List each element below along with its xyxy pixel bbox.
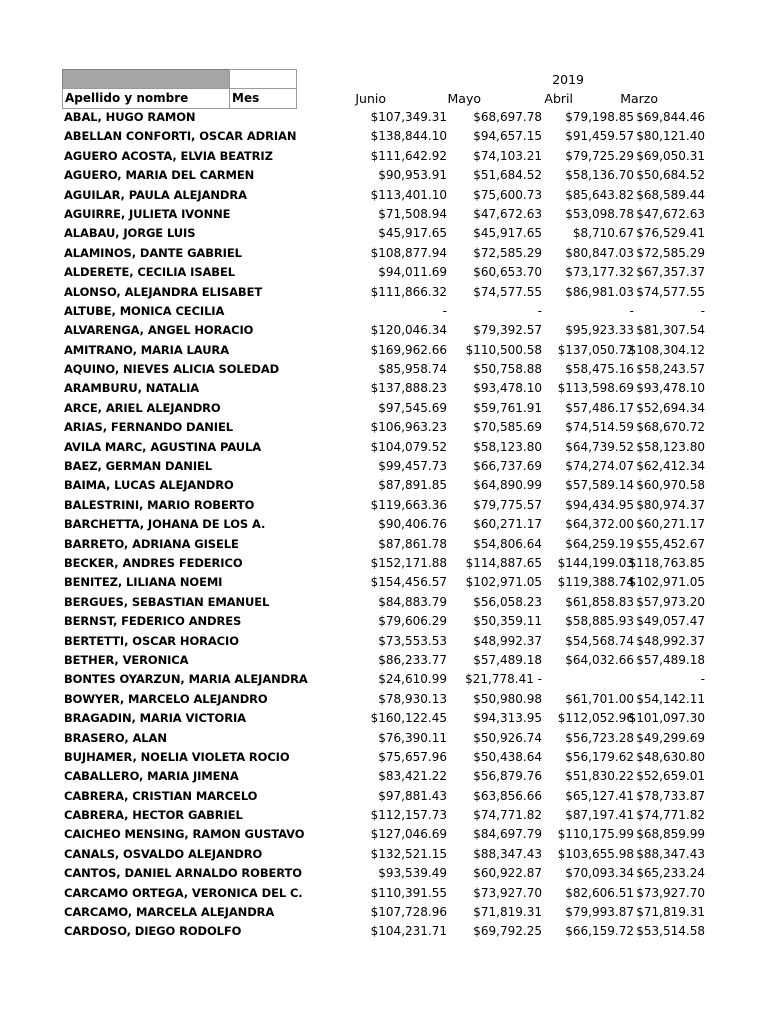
cell-marzo[interactable]: $58,123.80 — [636, 439, 705, 454]
table-row — [62, 884, 705, 903]
cell-name[interactable]: CARDOSO, DIEGO RODOLFO — [64, 924, 242, 939]
cell-name[interactable]: BRAGADIN, MARIA VICTORIA — [64, 711, 246, 726]
cell-marzo[interactable]: $68,589.44 — [636, 187, 705, 202]
cell-name[interactable]: ALTUBE, MONICA CECILIA — [64, 303, 225, 318]
cell-abril[interactable]: $95,923.33 — [565, 323, 634, 338]
cell-junio[interactable]: $107,728.96 — [370, 905, 447, 920]
cell-abril[interactable]: $56,723.28 — [565, 730, 634, 745]
column-header-junio: Junio — [355, 91, 386, 106]
cell-name[interactable]: AGUERO, MARIA DEL CARMEN — [64, 168, 255, 183]
cell-mayo[interactable]: $57,489.18 — [473, 652, 542, 667]
cell-junio[interactable]: $78,930.13 — [378, 691, 447, 706]
cell-abril[interactable]: $110,175.99 — [557, 827, 634, 842]
table-row — [62, 709, 705, 728]
cell-junio[interactable]: $93,539.49 — [378, 866, 447, 881]
cell-junio[interactable]: $112,157.73 — [370, 808, 447, 823]
table-row — [62, 767, 705, 786]
cell-name[interactable]: CARCAMO, MARCELA ALEJANDRA — [64, 905, 275, 920]
cell-mayo[interactable]: $79,775.57 — [473, 497, 542, 512]
cell-marzo[interactable]: $80,974.37 — [636, 497, 705, 512]
cell-mayo[interactable]: $45,917.65 — [473, 226, 542, 241]
cell-marzo[interactable]: $68,859.99 — [636, 827, 705, 842]
cell-name[interactable]: AMITRANO, MARIA LAURA — [64, 342, 229, 357]
cell-abril[interactable]: $85,643.82 — [565, 187, 634, 202]
cell-name[interactable]: ABELLAN CONFORTI, OSCAR ADRIAN — [64, 129, 297, 144]
cell-junio[interactable]: $160,122.45 — [370, 711, 447, 726]
cell-mayo[interactable]: $72,585.29 — [473, 245, 542, 260]
table-row — [62, 903, 705, 922]
cell-marzo[interactable]: $68,670.72 — [636, 420, 705, 435]
cell-name[interactable]: ALAMINOS, DANTE GABRIEL — [64, 245, 242, 260]
cell-name[interactable]: BERNST, FEDERICO ANDRES — [64, 614, 242, 629]
cell-marzo[interactable]: $76,529.41 — [636, 226, 705, 241]
cell-marzo[interactable]: - — [700, 303, 705, 318]
cell-name[interactable]: AVILA MARC, AGUSTINA PAULA — [64, 439, 262, 454]
cell-junio[interactable]: $111,642.92 — [370, 148, 447, 163]
cell-mayo[interactable]: $75,600.73 — [473, 187, 542, 202]
cell-junio[interactable]: $113,401.10 — [370, 187, 447, 202]
cell-name[interactable]: AGUILAR, PAULA ALEJANDRA — [64, 187, 247, 202]
cell-junio[interactable]: $24,610.99 — [378, 672, 447, 687]
cell-marzo[interactable]: $102,971.05 — [628, 575, 705, 590]
cell-abril[interactable]: $64,032.66 — [565, 652, 634, 667]
cell-junio[interactable]: $138,844.10 — [370, 129, 447, 144]
table-row — [62, 205, 705, 224]
cell-abril[interactable]: $113,598.69 — [557, 381, 634, 396]
cell-marzo[interactable]: $47,672.63 — [636, 206, 705, 221]
table-row — [62, 632, 705, 651]
cell-junio[interactable]: $76,390.11 — [378, 730, 447, 745]
table-row — [62, 845, 705, 864]
cell-name[interactable]: BERGUES, SEBASTIAN EMANUEL — [64, 594, 270, 609]
table-row — [62, 864, 705, 883]
cell-mayo[interactable]: $64,890.99 — [473, 478, 542, 493]
cell-mayo[interactable]: $60,653.70 — [473, 265, 542, 280]
cell-name[interactable]: ABAL, HUGO RAMON — [64, 110, 196, 124]
cell-abril[interactable]: $58,136.70 — [565, 168, 634, 183]
cell-marzo[interactable]: $58,243.57 — [636, 362, 705, 377]
table-row — [62, 379, 705, 398]
cell-marzo[interactable]: $65,233.24 — [636, 866, 705, 881]
cell-name[interactable]: BENITEZ, LILIANA NOEMI — [64, 575, 223, 590]
cell-marzo[interactable]: $50,684.52 — [636, 168, 705, 183]
table-row — [62, 922, 705, 941]
cell-mayo[interactable]: $69,792.25 — [473, 924, 542, 939]
cell-name[interactable]: CANALS, OSVALDO ALEJANDRO — [64, 846, 263, 861]
table-row — [62, 496, 705, 515]
cell-abril[interactable]: $82,606.51 — [565, 885, 634, 900]
cell-mayo[interactable]: $94,313.95 — [473, 711, 542, 726]
cell-junio[interactable]: $104,079.52 — [370, 439, 447, 454]
cell-junio[interactable]: $87,891.85 — [378, 478, 447, 493]
cell-marzo[interactable]: $118,763.85 — [628, 555, 705, 570]
cell-junio[interactable]: - — [442, 303, 447, 318]
cell-mayo[interactable]: $74,103.21 — [473, 148, 542, 163]
cell-junio[interactable]: $71,508.94 — [378, 206, 447, 221]
cell-abril[interactable]: - — [629, 303, 634, 318]
cell-mayo[interactable]: $74,577.55 — [473, 284, 542, 299]
table-row — [62, 418, 705, 437]
table-row — [62, 399, 705, 418]
cell-marzo[interactable]: $72,585.29 — [636, 245, 705, 260]
cell-abril[interactable]: $79,993.87 — [565, 905, 634, 920]
header-gray-cell[interactable] — [62, 69, 230, 89]
cell-abril[interactable]: $61,701.00 — [565, 691, 634, 706]
cell-mayo[interactable]: $60,271.17 — [473, 517, 542, 532]
cell-junio[interactable]: $97,545.69 — [378, 400, 447, 415]
table-row — [62, 748, 705, 767]
cell-abril[interactable]: $144,199.03 — [557, 555, 634, 570]
table-row — [62, 729, 705, 748]
table-row — [62, 515, 705, 534]
cell-marzo[interactable]: $52,694.34 — [636, 400, 705, 415]
table-row — [62, 186, 705, 205]
cell-name[interactable]: ALDERETE, CECILIA ISABEL — [64, 265, 235, 280]
cell-abril[interactable]: $70,093.34 — [565, 866, 634, 881]
cell-abril[interactable]: $74,514.59 — [565, 420, 634, 435]
cell-junio[interactable]: $137,888.23 — [370, 381, 447, 396]
cell-name[interactable]: BARCHETTA, JOHANA DE LOS A. — [64, 517, 266, 532]
table-row — [62, 341, 705, 360]
cell-abril[interactable]: $53,098.78 — [565, 206, 634, 221]
cell-abril[interactable]: $58,885.93 — [565, 614, 634, 629]
cell-junio[interactable]: $132,521.15 — [370, 846, 447, 861]
cell-mayo[interactable]: $47,672.63 — [473, 206, 542, 221]
cell-marzo[interactable]: $69,844.46 — [636, 110, 705, 124]
cell-name[interactable]: CABRERA, CRISTIAN MARCELO — [64, 788, 258, 803]
cell-name[interactable]: BAEZ, GERMAN DANIEL — [64, 459, 212, 474]
cell-junio[interactable]: $169,962.66 — [370, 342, 447, 357]
cell-marzo[interactable]: $101,097.30 — [628, 711, 705, 726]
column-header-marzo: Marzo — [620, 91, 658, 106]
table-row — [62, 535, 705, 554]
cell-junio[interactable]: $127,046.69 — [370, 827, 447, 842]
cell-junio[interactable]: $90,953.91 — [378, 168, 447, 183]
cell-name[interactable]: BUJHAMER, NOELIA VIOLETA ROCIO — [64, 749, 290, 764]
cell-abril[interactable]: $64,259.19 — [565, 536, 634, 551]
table-row — [62, 244, 705, 263]
table-row — [62, 476, 705, 495]
header-blank-cell[interactable] — [229, 69, 297, 89]
cell-junio[interactable]: $120,046.34 — [370, 323, 447, 338]
cell-junio[interactable]: $106,963.23 — [370, 420, 447, 435]
cell-mayo[interactable]: $93,478.10 — [473, 381, 542, 396]
cell-mayo[interactable]: $110,500.58 — [465, 342, 542, 357]
cell-name[interactable]: CARCAMO ORTEGA, VERONICA DEL C. — [64, 885, 303, 900]
table-row — [62, 302, 705, 321]
cell-abril[interactable]: $91,459.57 — [565, 129, 634, 144]
cell-name[interactable]: BOWYER, MARCELO ALEJANDRO — [64, 691, 268, 706]
cell-junio[interactable]: $86,233.77 — [378, 652, 447, 667]
cell-name[interactable]: ARIAS, FERNANDO DANIEL — [64, 420, 233, 435]
table-row — [62, 690, 705, 709]
table-row — [62, 360, 705, 379]
cell-marzo[interactable]: $60,970.58 — [636, 478, 705, 493]
cell-abril[interactable]: $79,725.29 — [565, 148, 634, 163]
table-body — [62, 108, 705, 942]
cell-name[interactable]: AGUIRRE, JULIETA IVONNE — [64, 206, 231, 221]
cell-marzo[interactable]: $69,050.31 — [636, 148, 705, 163]
cell-marzo[interactable]: $67,357.37 — [636, 265, 705, 280]
cell-mayo[interactable]: $114,887.65 — [465, 555, 542, 570]
cell-name[interactable]: AGUERO ACOSTA, ELVIA BEATRIZ — [64, 148, 273, 163]
cell-marzo[interactable]: $78,733.87 — [636, 788, 705, 803]
cell-marzo[interactable]: $49,299.69 — [636, 730, 705, 745]
cell-name[interactable]: CANTOS, DANIEL ARNALDO ROBERTO — [64, 866, 302, 881]
table-row — [62, 166, 705, 185]
cell-marzo[interactable]: $71,819.31 — [636, 905, 705, 920]
cell-marzo[interactable]: $73,927.70 — [636, 885, 705, 900]
cell-name[interactable]: CAICHEO MENSING, RAMON GUSTAVO — [64, 827, 305, 842]
table-row — [62, 147, 705, 166]
cell-abril[interactable]: $103,655.98 — [557, 846, 634, 861]
cell-abril[interactable]: $87,197.41 — [565, 808, 634, 823]
cell-name[interactable]: BETHER, VERONICA — [64, 652, 189, 667]
cell-marzo[interactable]: $48,992.37 — [636, 633, 705, 648]
cell-mayo[interactable]: $56,058.23 — [473, 594, 542, 609]
cell-junio[interactable]: $108,877.94 — [370, 245, 447, 260]
cell-mayo[interactable]: $50,980.98 — [473, 691, 542, 706]
cell-name[interactable]: CABALLERO, MARIA JIMENA — [64, 769, 239, 784]
cell-name[interactable]: ARCE, ARIEL ALEJANDRO — [64, 400, 221, 415]
cell-marzo[interactable]: $60,271.17 — [636, 517, 705, 532]
cell-junio[interactable]: $75,657.96 — [378, 749, 447, 764]
table-row — [62, 457, 705, 476]
cell-abril[interactable]: $56,179.62 — [565, 749, 634, 764]
cell-abril[interactable]: $66,159.72 — [565, 924, 634, 939]
cell-abril[interactable]: $119,388.74 — [557, 575, 634, 590]
cell-mayo[interactable]: $59,761.91 — [473, 400, 542, 415]
cell-junio[interactable]: $110,391.55 — [370, 885, 447, 900]
cell-mayo[interactable]: $54,806.64 — [473, 536, 542, 551]
cell-junio[interactable]: $83,421.22 — [378, 769, 447, 784]
cell-junio[interactable]: $45,917.65 — [378, 226, 447, 241]
cell-mayo[interactable]: $74,771.82 — [473, 808, 542, 823]
cell-marzo[interactable]: $49,057.47 — [636, 614, 705, 629]
cell-abril[interactable]: $112,052.96 — [557, 711, 634, 726]
table-row — [62, 612, 705, 631]
cell-name[interactable]: BARRETO, ADRIANA GISELE — [64, 536, 239, 551]
table-row — [62, 263, 705, 282]
cell-name[interactable]: BALESTRINI, MARIO ROBERTO — [64, 497, 255, 512]
table-row — [62, 573, 705, 592]
cell-abril[interactable]: $137,050.72 — [557, 342, 634, 357]
cell-marzo[interactable]: $52,659.01 — [636, 769, 705, 784]
cell-abril[interactable]: $61,858.83 — [565, 594, 634, 609]
column-header-name[interactable]: Apellido y nombre — [62, 88, 230, 109]
table-row — [62, 825, 705, 844]
cell-junio[interactable]: $111,866.32 — [370, 284, 447, 299]
cell-name[interactable]: ALONSO, ALEJANDRA ELISABET — [64, 284, 263, 299]
table-row — [62, 224, 705, 243]
cell-marzo[interactable]: $54,142.11 — [636, 691, 705, 706]
cell-junio[interactable]: $90,406.76 — [378, 517, 447, 532]
cell-mayo[interactable]: $50,758.88 — [473, 362, 542, 377]
cell-junio[interactable]: $84,883.79 — [378, 594, 447, 609]
cell-mayo[interactable]: $56,879.76 — [473, 769, 542, 784]
year-label: 2019 — [552, 72, 584, 87]
cell-name[interactable]: AQUINO, NIEVES ALICIA SOLEDAD — [64, 362, 280, 377]
cell-abril[interactable]: $51,830.22 — [565, 769, 634, 784]
cell-mayo[interactable]: $88,347.43 — [473, 846, 542, 861]
table-row — [62, 651, 705, 670]
cell-mayo[interactable]: $51,684.52 — [473, 168, 542, 183]
cell-abril[interactable]: $74,274.07 — [565, 459, 634, 474]
cell-junio[interactable]: $85,958.74 — [378, 362, 447, 377]
table-row — [62, 321, 705, 340]
column-header-mayo: Mayo — [447, 91, 481, 106]
cell-abril[interactable]: $73,177.32 — [565, 265, 634, 280]
table-row — [62, 787, 705, 806]
cell-abril[interactable]: $86,981.03 — [565, 284, 634, 299]
cell-marzo[interactable]: $55,452.67 — [636, 536, 705, 551]
cell-junio[interactable]: $154,456.57 — [370, 575, 447, 590]
table-row — [62, 108, 705, 127]
cell-abril[interactable]: $65,127.41 — [565, 788, 634, 803]
cell-junio[interactable]: $94,011.69 — [378, 265, 447, 280]
cell-abril[interactable]: $54,568.74 — [565, 633, 634, 648]
table-row — [62, 806, 705, 825]
cell-mayo[interactable]: $50,359.11 — [473, 614, 542, 629]
cell-abril[interactable]: $64,372.00 — [565, 517, 634, 532]
cell-mayo[interactable]: $68,697.78 — [473, 110, 542, 124]
cell-junio[interactable]: $79,606.29 — [378, 614, 447, 629]
cell-mayo[interactable]: $48,992.37 — [473, 633, 542, 648]
cell-mayo[interactable]: $102,971.05 — [465, 575, 542, 590]
cell-abril[interactable]: $80,847.03 — [565, 245, 634, 260]
cell-marzo[interactable]: $93,478.10 — [636, 381, 705, 396]
cell-marzo[interactable]: $74,771.82 — [636, 808, 705, 823]
cell-mayo[interactable]: $63,856.66 — [473, 788, 542, 803]
cell-marzo[interactable]: $80,121.40 — [636, 129, 705, 144]
cell-name[interactable]: ARAMBURU, NATALIA — [64, 381, 200, 396]
cell-name[interactable]: CABRERA, HECTOR GABRIEL — [64, 808, 243, 823]
table-row — [62, 670, 705, 689]
cell-abril[interactable]: $57,589.14 — [565, 478, 634, 493]
cell-marzo[interactable]: $48,630.80 — [636, 749, 705, 764]
cell-marzo[interactable]: $81,307.54 — [636, 323, 705, 338]
cell-junio[interactable]: $99,457.73 — [378, 459, 447, 474]
cell-marzo[interactable]: - — [700, 672, 705, 687]
cell-mayo[interactable]: $94,657.15 — [473, 129, 542, 144]
cell-mayo[interactable]: $73,927.70 — [473, 885, 542, 900]
cell-marzo[interactable]: $108,304.12 — [628, 342, 705, 357]
column-header-mes[interactable]: Mes — [229, 88, 297, 109]
table-row — [62, 283, 705, 302]
cell-junio[interactable]: $73,553.53 — [378, 633, 447, 648]
cell-mayo[interactable]: $70,585.69 — [473, 420, 542, 435]
cell-marzo[interactable]: $88,347.43 — [636, 846, 705, 861]
cell-junio[interactable]: $87,861.78 — [378, 536, 447, 551]
cell-abril[interactable]: $57,486.17 — [565, 400, 634, 415]
cell-junio[interactable]: $107,349.31 — [370, 110, 447, 124]
cell-abril[interactable]: $79,198.85 — [565, 110, 634, 124]
cell-marzo[interactable]: $57,973.20 — [636, 594, 705, 609]
cell-abril[interactable]: $94,434.95 — [565, 497, 634, 512]
cell-mayo[interactable]: $21,778.41 - — [465, 672, 542, 687]
cell-mayo[interactable]: $71,819.31 — [473, 905, 542, 920]
cell-abril[interactable]: $8,710.67 — [572, 226, 634, 241]
cell-name[interactable]: BERTETTI, OSCAR HORACIO — [64, 633, 239, 648]
cell-junio[interactable]: $152,171.88 — [370, 555, 447, 570]
cell-mayo[interactable]: $50,926.74 — [473, 730, 542, 745]
cell-mayo[interactable]: $79,392.57 — [473, 323, 542, 338]
cell-junio[interactable]: $104,231.71 — [370, 924, 447, 939]
cell-marzo[interactable]: $53,514.58 — [636, 924, 705, 939]
cell-name[interactable]: BECKER, ANDRES FEDERICO — [64, 555, 243, 570]
cell-marzo[interactable]: $62,412.34 — [636, 459, 705, 474]
table-row — [62, 554, 705, 573]
table-row — [62, 127, 705, 146]
cell-junio[interactable]: $97,881.43 — [378, 788, 447, 803]
cell-name[interactable]: BRASERO, ALAN — [64, 730, 167, 745]
cell-abril[interactable]: $64,739.52 — [565, 439, 634, 454]
cell-mayo[interactable]: - — [537, 303, 542, 318]
cell-mayo[interactable]: $60,922.87 — [473, 866, 542, 881]
cell-marzo[interactable]: $57,489.18 — [636, 652, 705, 667]
column-header-abril: Abril — [544, 91, 573, 106]
cell-name[interactable]: ALVARENGA, ANGEL HORACIO — [64, 323, 254, 338]
cell-mayo[interactable]: $58,123.80 — [473, 439, 542, 454]
cell-name[interactable]: ALABAU, JORGE LUIS — [64, 226, 196, 241]
cell-marzo[interactable]: $74,577.55 — [636, 284, 705, 299]
cell-name[interactable]: BAIMA, LUCAS ALEJANDRO — [64, 478, 234, 493]
table-row — [62, 438, 705, 457]
cell-abril[interactable]: $58,475.16 — [565, 362, 634, 377]
cell-mayo[interactable]: $66,737.69 — [473, 459, 542, 474]
cell-mayo[interactable]: $84,697.79 — [473, 827, 542, 842]
cell-name[interactable]: BONTES OYARZUN, MARIA ALEJANDRA — [64, 672, 308, 687]
cell-mayo[interactable]: $50,438.64 — [473, 749, 542, 764]
cell-junio[interactable]: $119,663.36 — [370, 497, 447, 512]
table-row — [62, 593, 705, 612]
